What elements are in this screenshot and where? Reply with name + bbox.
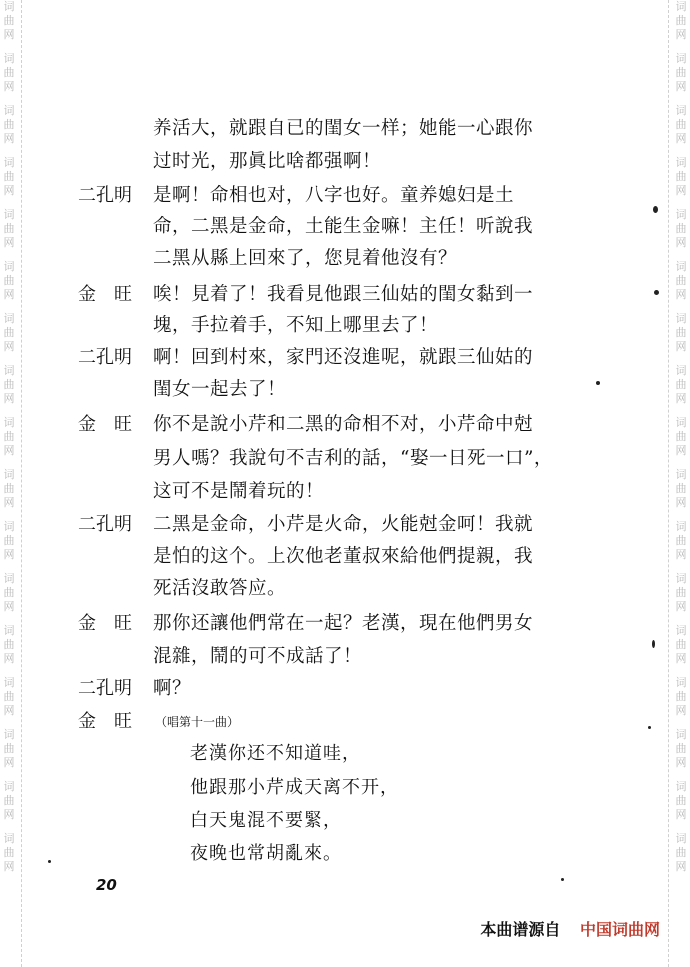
watermark-char: 曲 bbox=[3, 638, 15, 651]
watermark-char: 网 bbox=[675, 184, 687, 197]
speaker-label: 二孔明 bbox=[78, 347, 132, 368]
left-margin-line bbox=[21, 0, 22, 967]
watermark-char: 词 bbox=[3, 260, 15, 273]
watermark-char: 网 bbox=[3, 548, 15, 561]
right-margin-line bbox=[668, 0, 669, 967]
scan-speck bbox=[48, 860, 51, 863]
speaker-label: 二孔明 bbox=[78, 185, 132, 206]
watermark-char: 词 bbox=[675, 416, 687, 429]
watermark-char: 曲 bbox=[675, 326, 687, 339]
dialogue-line: 啊？ bbox=[153, 678, 192, 699]
watermark-block bbox=[0, 156, 18, 198]
watermark-char: 曲 bbox=[675, 274, 687, 287]
watermark-block bbox=[0, 728, 18, 770]
watermark-char: 网 bbox=[3, 444, 15, 457]
right-watermark-strip bbox=[672, 0, 690, 967]
watermark-char: 网 bbox=[675, 288, 687, 301]
watermark-char: 曲 bbox=[675, 170, 687, 183]
dialogue-line: 是啊！命相也对，八字也好。童养媳妇是土 bbox=[153, 185, 515, 206]
watermark-char: 网 bbox=[3, 704, 15, 717]
watermark-char: 网 bbox=[3, 652, 15, 665]
watermark-block bbox=[0, 208, 18, 250]
watermark-char: 曲 bbox=[675, 638, 687, 651]
watermark-char: 曲 bbox=[3, 378, 15, 391]
verse-line: 老漢你还不知道哇， bbox=[190, 743, 361, 764]
watermark-char: 网 bbox=[675, 548, 687, 561]
watermark-char: 词 bbox=[675, 208, 687, 221]
watermark-char: 词 bbox=[3, 780, 15, 793]
watermark-char: 网 bbox=[3, 808, 15, 821]
watermark-char: 曲 bbox=[3, 534, 15, 547]
site-name[interactable]: 中国词曲网 bbox=[579, 920, 660, 939]
watermark-char: 词 bbox=[3, 624, 15, 637]
watermark-char: 词 bbox=[675, 260, 687, 273]
watermark-char: 曲 bbox=[3, 14, 15, 27]
watermark-char: 曲 bbox=[3, 274, 15, 287]
watermark-char: 词 bbox=[3, 676, 15, 689]
watermark-block bbox=[0, 416, 18, 458]
dialogue-line: 二黑是金命，小芹是火命，火能尅金呵！我就 bbox=[153, 514, 534, 535]
watermark-block bbox=[0, 624, 18, 666]
watermark-block bbox=[0, 832, 18, 874]
watermark-char: 网 bbox=[675, 496, 687, 509]
watermark-block bbox=[0, 260, 18, 302]
watermark-char: 词 bbox=[3, 104, 15, 117]
watermark-block bbox=[672, 52, 690, 94]
watermark-block bbox=[672, 104, 690, 146]
watermark-block bbox=[672, 728, 690, 770]
watermark-char: 网 bbox=[675, 652, 687, 665]
watermark-char: 网 bbox=[3, 80, 15, 93]
speaker-label: 金 旺 bbox=[78, 711, 132, 732]
watermark-char: 曲 bbox=[3, 66, 15, 79]
watermark-char: 曲 bbox=[675, 118, 687, 131]
verse-line: 他跟那小芹成天离不开， bbox=[190, 777, 399, 798]
speaker-label: 二孔明 bbox=[78, 678, 132, 699]
watermark-char: 曲 bbox=[3, 326, 15, 339]
watermark-char: 网 bbox=[675, 860, 687, 873]
scan-speck bbox=[596, 381, 600, 385]
watermark-char: 词 bbox=[675, 572, 687, 585]
watermark-char: 曲 bbox=[3, 742, 15, 755]
watermark-block bbox=[0, 676, 18, 718]
watermark-char: 词 bbox=[3, 416, 15, 429]
watermark-char: 曲 bbox=[675, 378, 687, 391]
scan-speck bbox=[561, 878, 564, 881]
watermark-block bbox=[672, 832, 690, 874]
speaker-label: 二孔明 bbox=[78, 514, 132, 535]
watermark-char: 曲 bbox=[3, 690, 15, 703]
watermark-char: 网 bbox=[675, 600, 687, 613]
watermark-char: 词 bbox=[3, 52, 15, 65]
watermark-block bbox=[672, 156, 690, 198]
scan-speck bbox=[654, 290, 659, 295]
watermark-char: 网 bbox=[675, 236, 687, 249]
watermark-char: 词 bbox=[3, 728, 15, 741]
watermark-char: 网 bbox=[675, 340, 687, 353]
watermark-char: 词 bbox=[3, 832, 15, 845]
watermark-char: 词 bbox=[3, 312, 15, 325]
dialogue-line: 閨女一起去了！ bbox=[153, 379, 287, 400]
watermark-char: 词 bbox=[675, 624, 687, 637]
watermark-char: 网 bbox=[3, 28, 15, 41]
watermark-block bbox=[672, 416, 690, 458]
watermark-char: 网 bbox=[3, 184, 15, 197]
watermark-char: 词 bbox=[675, 0, 687, 13]
watermark-char: 词 bbox=[675, 52, 687, 65]
watermark-char: 曲 bbox=[3, 118, 15, 131]
watermark-char: 曲 bbox=[675, 586, 687, 599]
dialogue-line: 养活大，就跟自已的閨女一样；她能一心跟你 bbox=[153, 118, 534, 139]
watermark-char: 词 bbox=[675, 520, 687, 533]
watermark-char: 网 bbox=[3, 600, 15, 613]
dialogue-line: 二黑从縣上回來了，您見着他沒有？ bbox=[153, 248, 458, 269]
watermark-char: 词 bbox=[675, 156, 687, 169]
dialogue-line: 过时光，那眞比啥都强啊！ bbox=[153, 151, 382, 172]
dialogue-line: 混雜，鬧的可不成話了！ bbox=[153, 646, 363, 667]
dialogue-line: 你不是說小芹和二黑的命相不对，小芹命中尅 bbox=[153, 414, 534, 435]
watermark-block bbox=[672, 364, 690, 406]
watermark-char: 曲 bbox=[3, 794, 15, 807]
watermark-char: 曲 bbox=[3, 222, 15, 235]
scan-speck bbox=[648, 726, 651, 729]
dialogue-line: 塊，手拉着手，不知上哪里去了！ bbox=[153, 315, 439, 336]
dialogue-line: 这可不是鬧着玩的！ bbox=[153, 481, 325, 502]
watermark-block bbox=[0, 52, 18, 94]
watermark-char: 词 bbox=[675, 104, 687, 117]
watermark-char: 曲 bbox=[3, 586, 15, 599]
scan-speck bbox=[652, 640, 655, 648]
scan-speck bbox=[653, 206, 658, 213]
watermark-block bbox=[672, 260, 690, 302]
watermark-char: 网 bbox=[3, 288, 15, 301]
speaker-label: 金 旺 bbox=[78, 284, 132, 305]
watermark-char: 曲 bbox=[3, 482, 15, 495]
dialogue-line: 啊！回到村來，家門还沒進呢，就跟三仙姑的 bbox=[153, 347, 534, 368]
verse-line: 夜晚也常胡亂來。 bbox=[190, 843, 342, 864]
stage-direction: （唱第十一曲） bbox=[155, 715, 240, 729]
watermark-block bbox=[672, 520, 690, 562]
watermark-char: 词 bbox=[675, 728, 687, 741]
watermark-char: 网 bbox=[675, 704, 687, 717]
left-watermark-strip bbox=[0, 0, 18, 967]
watermark-block bbox=[0, 520, 18, 562]
watermark-char: 网 bbox=[3, 756, 15, 769]
watermark-char: 词 bbox=[3, 364, 15, 377]
watermark-char: 词 bbox=[675, 312, 687, 325]
speaker-label: 金 旺 bbox=[78, 414, 132, 435]
watermark-char: 词 bbox=[675, 832, 687, 845]
watermark-block bbox=[672, 780, 690, 822]
watermark-char: 曲 bbox=[675, 690, 687, 703]
watermark-char: 网 bbox=[3, 236, 15, 249]
watermark-block bbox=[672, 468, 690, 510]
dialogue-line: 那你还讓他們常在一起？老漢，現在他們男女 bbox=[153, 613, 534, 634]
watermark-block bbox=[672, 572, 690, 614]
watermark-char: 曲 bbox=[675, 222, 687, 235]
watermark-block bbox=[0, 572, 18, 614]
watermark-char: 网 bbox=[3, 132, 15, 145]
watermark-block bbox=[0, 468, 18, 510]
watermark-char: 网 bbox=[675, 132, 687, 145]
watermark-char: 曲 bbox=[3, 170, 15, 183]
watermark-block bbox=[0, 780, 18, 822]
watermark-char: 网 bbox=[675, 808, 687, 821]
watermark-char: 词 bbox=[675, 780, 687, 793]
watermark-char: 曲 bbox=[675, 482, 687, 495]
watermark-char: 曲 bbox=[675, 846, 687, 859]
watermark-char: 曲 bbox=[675, 66, 687, 79]
watermark-block bbox=[0, 0, 18, 42]
source-text: 本曲谱源自 bbox=[480, 920, 561, 939]
watermark-char: 词 bbox=[3, 208, 15, 221]
watermark-char: 网 bbox=[675, 756, 687, 769]
watermark-block bbox=[672, 676, 690, 718]
watermark-char: 词 bbox=[675, 676, 687, 689]
watermark-char: 词 bbox=[3, 0, 15, 13]
watermark-char: 网 bbox=[675, 28, 687, 41]
watermark-char: 曲 bbox=[675, 794, 687, 807]
watermark-char: 网 bbox=[3, 496, 15, 509]
watermark-char: 网 bbox=[3, 340, 15, 353]
watermark-block bbox=[0, 104, 18, 146]
watermark-char: 曲 bbox=[675, 534, 687, 547]
watermark-char: 曲 bbox=[675, 14, 687, 27]
watermark-char: 曲 bbox=[3, 430, 15, 443]
watermark-char: 曲 bbox=[3, 846, 15, 859]
watermark-char: 网 bbox=[3, 392, 15, 405]
watermark-block bbox=[0, 364, 18, 406]
dialogue-line: 死活沒敢答应。 bbox=[153, 578, 287, 599]
watermark-char: 词 bbox=[3, 572, 15, 585]
watermark-char: 网 bbox=[675, 444, 687, 457]
watermark-char: 词 bbox=[3, 156, 15, 169]
verse-line: 白天鬼混不要緊， bbox=[190, 810, 342, 831]
watermark-block bbox=[672, 208, 690, 250]
dialogue-line: 命，二黑是金命，土能生金嘛！主任！听說我 bbox=[153, 216, 534, 237]
source-footer bbox=[480, 917, 660, 940]
watermark-char: 词 bbox=[675, 364, 687, 377]
dialogue-line: 唉！見着了！我看見他跟三仙姑的閨女黏到一 bbox=[153, 284, 534, 305]
watermark-char: 网 bbox=[675, 392, 687, 405]
watermark-char: 网 bbox=[675, 80, 687, 93]
speaker-label: 金 旺 bbox=[78, 613, 132, 634]
watermark-block bbox=[672, 624, 690, 666]
watermark-block bbox=[672, 0, 690, 42]
watermark-block bbox=[0, 312, 18, 354]
watermark-char: 词 bbox=[3, 520, 15, 533]
watermark-char: 词 bbox=[3, 468, 15, 481]
watermark-block bbox=[672, 312, 690, 354]
dialogue-line: 是怕的这个。上次他老董叔來給他們提親，我 bbox=[153, 546, 534, 567]
watermark-char: 网 bbox=[3, 860, 15, 873]
watermark-char: 曲 bbox=[675, 742, 687, 755]
watermark-char: 曲 bbox=[675, 430, 687, 443]
watermark-char: 词 bbox=[675, 468, 687, 481]
dialogue-line: 男人嗎？我說句不吉利的話，“娶一日死一口”， bbox=[153, 448, 553, 469]
page-number: 20 bbox=[96, 876, 117, 894]
